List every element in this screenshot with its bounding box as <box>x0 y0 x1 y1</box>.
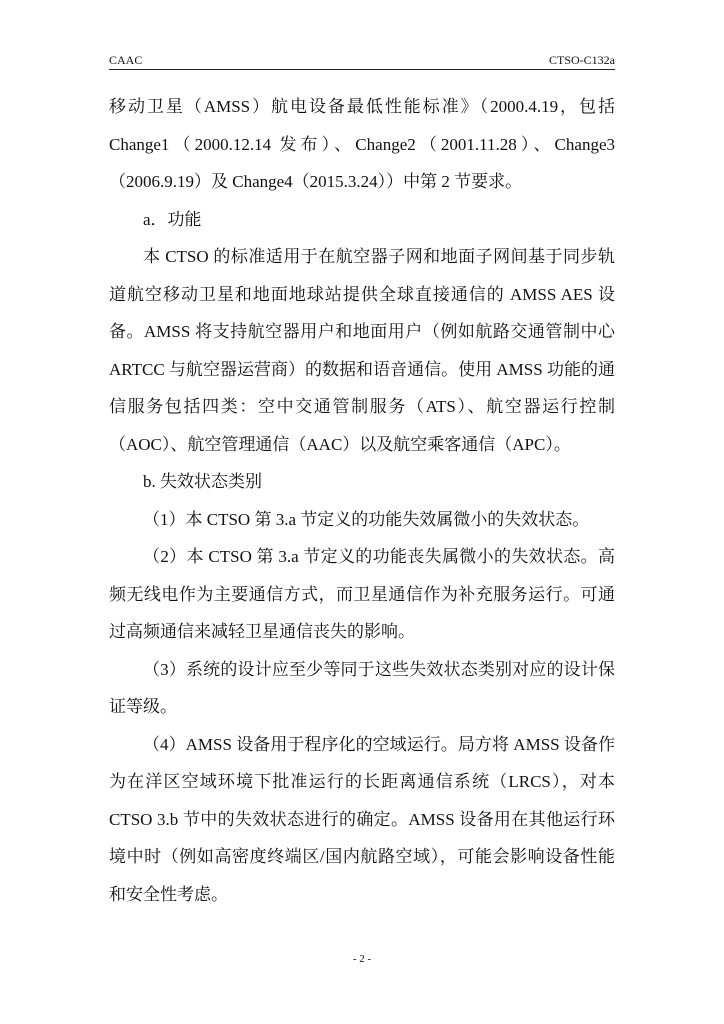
paragraph-failure-item-2: （2）本 CTSO 第 3.a 节定义的功能丧失属微小的失效状态。高频无线电作为主要通信方式，而卫星通信作为补充服务运行。可通过高频通信来减轻卫星通信丧失的影响。 <box>109 547 615 641</box>
page-number: - 2 - <box>352 953 372 965</box>
paragraph-failure-item-1: （1）本 CTSO 第 3.a 节定义的功能失效属微小的失效状态。 <box>143 509 590 529</box>
header-divider <box>109 69 615 70</box>
header-document-id: CTSO-C132a <box>549 53 615 67</box>
paragraph-function-description: 本 CTSO 的标准适用于在航空器子网和地面子网间基于同步轨道航空移动卫星和地面地球站提供全球直接通信的 AMSS AES 设备。AMSS 将支持航空器用户和地面用户（例如航路交通管制中心 ARTCC 与航空器运营商）的数据和语音通信。使用 AMSS 功能的通信服务包括四类：空中交通管制服务（ATS）、航空器运行控制（AOC）、航空管理通信（AAC）以及航空乘客通信（APC）。 <box>109 247 615 454</box>
paragraph-standard-reference: 移动卫星（AMSS）航电设备最低性能标准》（2000.4.19，包括 Change1（2000.12.14 发布）、Change2（2001.11.28）、Change3（2006.9.19）及 Change4（2015.3.24））中第 2 节要求。 <box>109 97 615 191</box>
paragraph-failure-item-3: （3）系统的设计应至少等同于这些失效状态类别对应的设计保证等级。 <box>109 659 615 716</box>
section-heading-function: a．功能 <box>143 209 202 229</box>
section-heading-failure-condition: b. 失效状态类别 <box>143 472 262 491</box>
page-header <box>109 52 615 68</box>
paragraph-failure-item-4: （4）AMSS 设备用于程序化的空域运行。局方将 AMSS 设备作为在洋区空域环境下批准运行的长距离通信系统（LRCS），对本 CTSO 3.b 节中的失效状态进行的确定。AMSS 设备用在其他运行环境中时（例如高密度终端区/国内航路空域），可能会影响设备性能和安全性考虑。 <box>109 734 615 904</box>
document-body <box>109 88 615 913</box>
header-organization: CAAC <box>109 53 143 67</box>
